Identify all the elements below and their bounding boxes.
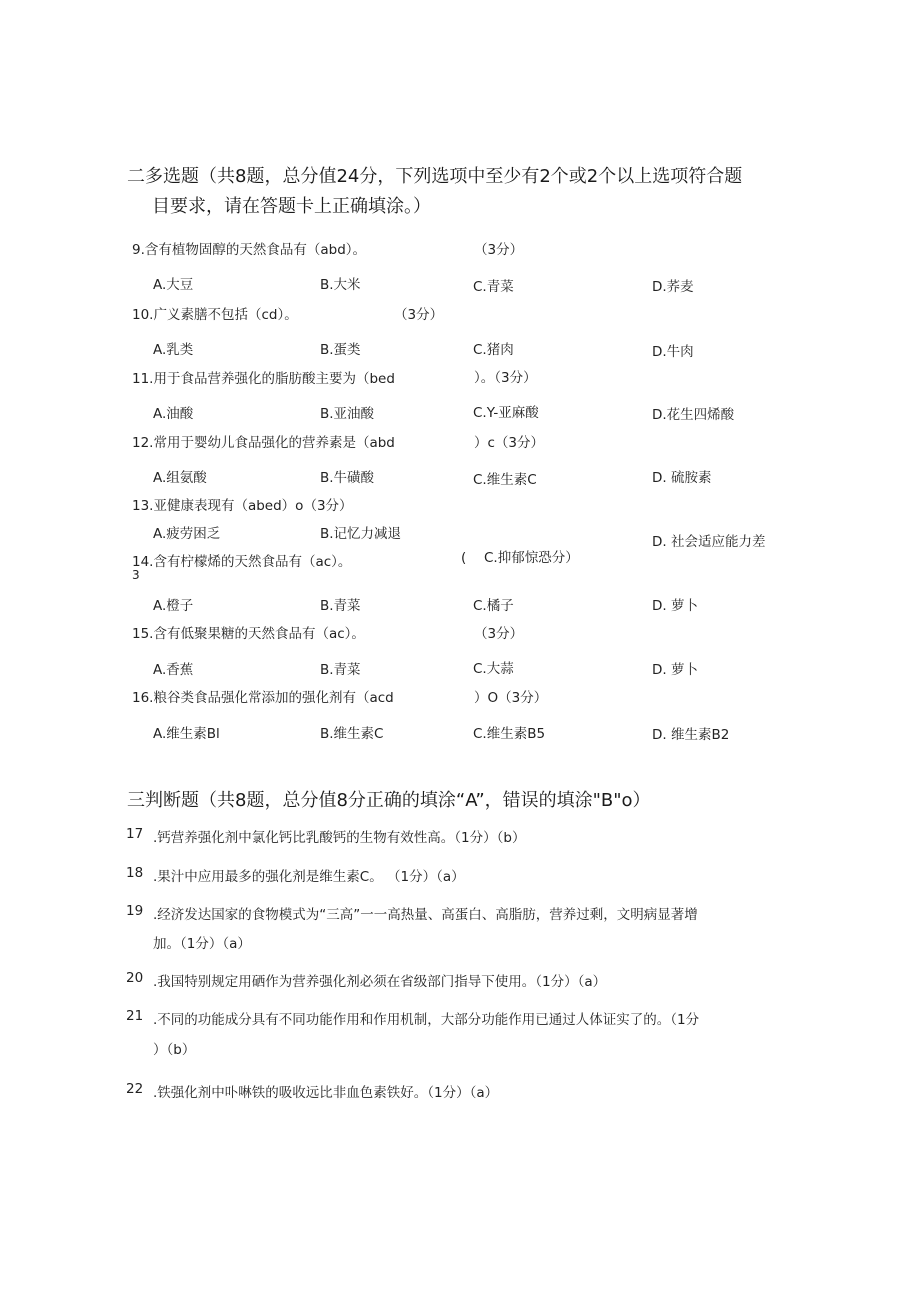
q15-option-c: C.大蒜 (473, 661, 514, 677)
section2-heading-line1: 二多选题（共8题，总分值24分，下列选项中至少有2个或2个以上选项符合题 (127, 166, 743, 187)
q11-option-d: D.花生四烯酸 (652, 407, 735, 423)
question-9-score: （3分） (474, 242, 524, 258)
tf-17-text: .钙营养强化剂中氯化钙比乳酸钙的生物有效性高。（1分）（b） (153, 830, 526, 846)
q15-option-b: B.青菜 (320, 662, 361, 678)
tf-18-text: .果汁中应用最多的强化剂是维生素C。 （1分）（a） (153, 869, 465, 885)
question-10-score: （3分） (394, 307, 444, 323)
q13-option-c: C.抑郁惊恐分） (484, 550, 579, 566)
tf-17-number: 17 (126, 826, 144, 842)
tf-19-number: 19 (126, 903, 144, 919)
q11-option-a: A.油酸 (153, 406, 194, 422)
tf-19-text: .经济发达国家的食物模式为“三高”一一高热量、高蛋白、高脂肪，营养过剩，文明病显著增 (153, 907, 698, 923)
section3-heading: 三判断题（共8题，总分值8分正确的填涂“A”，错误的填涂"B"o） (127, 790, 651, 811)
q9-option-b: B.大米 (320, 277, 361, 293)
q12-option-d: D. 硫胺素 (652, 470, 712, 486)
tf-21-number: 21 (126, 1008, 144, 1024)
q16-option-d: D. 维生素B2 (652, 727, 730, 743)
question-13: 13.亚健康表现有（abed）o（3分） (132, 498, 353, 514)
q9-option-d: D.荞麦 (652, 279, 694, 295)
q15-option-d: D. 萝卜 (652, 662, 698, 678)
tf-22-text: .铁强化剂中卟啉铁的吸收远比非血色素铁好。（1分）（a） (153, 1085, 499, 1101)
tf-20-number: 20 (126, 970, 144, 986)
q13-option-a: A.疲劳困乏 (153, 526, 221, 542)
question-15: 15.含有低聚果糖的天然食品有（ac）。 (132, 626, 365, 642)
q16-option-b: B.维生素C (320, 726, 384, 742)
q14-option-c: C.橘子 (473, 598, 514, 614)
q9-option-a: A.大豆 (153, 277, 194, 293)
question-11-score: ）。（3分） (474, 370, 537, 386)
q10-option-d: D.牛肉 (652, 344, 694, 360)
q10-option-b: B.蛋类 (320, 342, 361, 358)
q11-option-c: C.Y-亚麻酸 (473, 405, 539, 421)
q15-option-a: A.香蕉 (153, 662, 194, 678)
q10-option-a: A.乳类 (153, 342, 194, 358)
tf-21-text: .不同的功能成分具有不同功能作用和作用机制，大部分功能作用已通过人体证实了的。（1分 (153, 1012, 700, 1028)
question-15-score: （3分） (474, 626, 524, 642)
q16-option-a: A.维生素Bl (153, 726, 220, 742)
q14-option-b: B.青菜 (320, 598, 361, 614)
q16-option-c: C.维生素B5 (473, 726, 546, 742)
question-10: 10.广义素膳不包括（cd）。 (132, 307, 298, 323)
question-14: 14.含有柠檬烯的天然食品有（ac）。 (132, 554, 352, 570)
tf-22-number: 22 (126, 1081, 144, 1097)
q12-option-c: C.维生素C (473, 472, 537, 488)
tf-20-text: .我国特别规定用硒作为营养强化剂必须在省级部门指导下使用。（1分）（a） (153, 974, 607, 990)
q9-option-c: C.青菜 (473, 279, 514, 295)
q14-option-a: A.橙子 (153, 598, 194, 614)
question-12: 12.常用于婴幼儿食品强化的营养素是（abd (132, 435, 395, 451)
q13-option-d: D. 社会适应能力差 (652, 534, 766, 550)
q12-option-a: A.组氨酸 (153, 470, 207, 486)
q12-option-b: B.牛磺酸 (320, 470, 375, 486)
question-11: 11.用于食品营养强化的脂肪酸主要为（bed (132, 371, 395, 387)
question-14-score-digit: 3 (132, 568, 140, 582)
question-12-score: ）c（3分） (474, 435, 545, 451)
section2-heading-line2: 目要求，请在答题卡上正确填涂。） (152, 196, 431, 217)
tf-19-text-cont: 加。（1分）（a） (153, 936, 251, 952)
question-16: 16.粮谷类食品强化常添加的强化剂有（acd (132, 690, 394, 706)
tf-18-number: 18 (126, 865, 144, 881)
tf-21-text-cont: ）（b） (153, 1042, 196, 1058)
question-14-paren: ( (461, 550, 467, 566)
q14-option-d: D. 萝卜 (652, 598, 698, 614)
q11-option-b: B.亚油酸 (320, 406, 375, 422)
q13-option-b: B.记忆力减退 (320, 526, 402, 542)
question-9: 9.含有植物固醇的天然食品有（abd）。 (132, 242, 367, 258)
q10-option-c: C.猪肉 (473, 342, 514, 358)
question-16-score: ）O（3分） (474, 690, 548, 706)
